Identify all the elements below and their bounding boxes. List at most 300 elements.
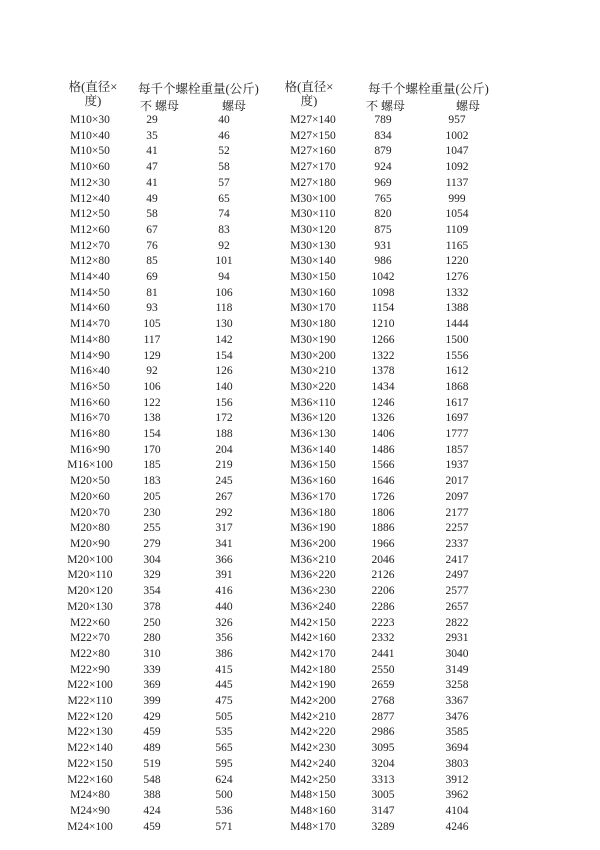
spec-cell: M22×90 xyxy=(70,663,110,676)
table-row xyxy=(278,553,496,569)
weight-with-nut-cell: 74 xyxy=(218,208,230,221)
table-row xyxy=(278,788,496,804)
spec-cell: M36×240 xyxy=(290,600,336,613)
table-row xyxy=(278,537,496,553)
weight-with-nut-cell: 326 xyxy=(215,616,233,629)
weight-no-nut-cell: 548 xyxy=(143,773,161,786)
weight-no-nut-cell: 2441 xyxy=(371,647,395,660)
table-row xyxy=(278,113,496,129)
table-row xyxy=(278,144,496,160)
weight-with-nut-cell: 46 xyxy=(218,129,230,142)
spec-cell: M30×220 xyxy=(290,380,336,393)
spec-cell: M36×140 xyxy=(290,443,336,456)
weight-with-nut-cell: 366 xyxy=(215,553,233,566)
table-row xyxy=(278,647,496,663)
spec-cell: M42×220 xyxy=(290,726,336,739)
spec-cell: M27×170 xyxy=(290,161,336,174)
spec-cell: M36×120 xyxy=(290,412,336,425)
table-row xyxy=(278,710,496,726)
spec-cell: M30×140 xyxy=(290,255,336,268)
weight-with-nut-cell: 1109 xyxy=(445,223,469,236)
weight-no-nut-cell: 58 xyxy=(146,208,158,221)
weight-no-nut-cell: 489 xyxy=(143,742,161,755)
table-row xyxy=(278,129,496,145)
weight-with-nut-cell: 3694 xyxy=(445,742,469,755)
table-row xyxy=(60,537,264,553)
right-spec-header-line1: 格(直径× xyxy=(284,80,334,94)
weight-with-nut-cell: 57 xyxy=(218,176,230,189)
left-weight-header: 每千个螺栓重量(公斤) xyxy=(138,82,259,96)
spec-cell: M20×120 xyxy=(67,585,113,598)
weight-no-nut-cell: 92 xyxy=(146,365,158,378)
weight-with-nut-cell: 1868 xyxy=(445,380,469,393)
spec-cell: M12×50 xyxy=(70,208,110,221)
weight-with-nut-cell: 2337 xyxy=(445,537,469,550)
spec-cell: M14×40 xyxy=(70,271,110,284)
weight-with-nut-cell: 571 xyxy=(215,820,233,833)
spec-cell: M42×170 xyxy=(290,647,336,660)
table-row xyxy=(278,333,496,349)
weight-with-nut-cell: 92 xyxy=(218,239,230,252)
weight-no-nut-cell: 969 xyxy=(374,176,392,189)
spec-cell: M42×240 xyxy=(290,757,336,770)
table-row xyxy=(60,773,264,789)
table-row xyxy=(60,113,264,129)
table-row xyxy=(60,741,264,757)
weight-with-nut-cell: 957 xyxy=(448,114,466,126)
spec-cell: M24×100 xyxy=(67,820,113,833)
spec-cell: M16×60 xyxy=(70,396,110,409)
weight-no-nut-cell: 1322 xyxy=(371,349,395,362)
table-row xyxy=(60,678,264,694)
spec-cell: M30×150 xyxy=(290,271,336,284)
weight-no-nut-cell: 834 xyxy=(374,129,392,142)
spec-cell: M16×100 xyxy=(67,459,113,472)
spec-cell: M20×70 xyxy=(70,506,110,519)
right-weight-header: 每千个螺栓重量(公斤) xyxy=(368,82,489,96)
weight-with-nut-cell: 1002 xyxy=(445,129,469,142)
spec-cell: M14×80 xyxy=(70,333,110,346)
weight-no-nut-cell: 1406 xyxy=(371,428,395,441)
table-row xyxy=(278,474,496,490)
weight-with-nut-cell: 267 xyxy=(215,490,233,503)
weight-no-nut-cell: 1210 xyxy=(371,318,395,331)
table-row xyxy=(278,725,496,741)
weight-no-nut-cell: 205 xyxy=(143,490,161,503)
weight-no-nut-cell: 3313 xyxy=(371,773,395,786)
spec-cell: M36×190 xyxy=(290,522,336,535)
weight-with-nut-cell: 1617 xyxy=(445,396,469,409)
weight-with-nut-cell: 341 xyxy=(215,537,233,550)
left-spec-header-line1: 格(直径× xyxy=(68,80,118,94)
weight-no-nut-cell: 69 xyxy=(146,271,158,284)
weight-with-nut-cell: 2822 xyxy=(445,616,469,629)
table-row xyxy=(60,820,264,836)
weight-with-nut-cell: 3962 xyxy=(445,789,469,802)
table-row xyxy=(60,192,264,208)
spec-cell: M10×40 xyxy=(70,129,110,142)
weight-with-nut-cell: 3912 xyxy=(445,773,469,786)
weight-no-nut-cell: 1806 xyxy=(371,506,395,519)
spec-cell: M12×60 xyxy=(70,223,110,236)
weight-with-nut-cell: 1777 xyxy=(445,428,469,441)
weight-no-nut-cell: 93 xyxy=(146,302,158,315)
table-row xyxy=(278,254,496,270)
table-row xyxy=(60,411,264,427)
table-row xyxy=(60,725,264,741)
weight-with-nut-cell: 595 xyxy=(215,757,233,770)
weight-no-nut-cell: 1726 xyxy=(371,490,395,503)
weight-no-nut-cell: 185 xyxy=(143,459,161,472)
spec-cell: M42×250 xyxy=(290,773,336,786)
table-row xyxy=(278,223,496,239)
weight-with-nut-cell: 2497 xyxy=(445,569,469,582)
weight-with-nut-cell: 2257 xyxy=(445,522,469,535)
table-row xyxy=(60,396,264,412)
weight-no-nut-cell: 41 xyxy=(146,176,158,189)
weight-no-nut-cell: 2659 xyxy=(371,679,395,692)
table-row xyxy=(278,773,496,789)
weight-no-nut-cell: 154 xyxy=(143,428,161,441)
weight-with-nut-cell: 1444 xyxy=(445,318,469,331)
spec-cell: M42×230 xyxy=(290,742,336,755)
spec-cell: M30×100 xyxy=(290,192,336,205)
left-col-nut-header: 螺母 xyxy=(222,99,247,113)
spec-cell: M36×210 xyxy=(290,553,336,566)
weight-no-nut-cell: 424 xyxy=(143,804,161,817)
table-row xyxy=(60,788,264,804)
weight-no-nut-cell: 279 xyxy=(143,537,161,550)
weight-with-nut-cell: 2017 xyxy=(445,475,469,488)
weight-no-nut-cell: 117 xyxy=(143,333,161,346)
table-row xyxy=(60,694,264,710)
weight-no-nut-cell: 369 xyxy=(143,679,161,692)
weight-no-nut-cell: 2223 xyxy=(371,616,395,629)
weight-with-nut-cell: 3585 xyxy=(445,726,469,739)
table-row xyxy=(278,600,496,616)
weight-with-nut-cell: 1500 xyxy=(445,333,469,346)
weight-with-nut-cell: 126 xyxy=(215,365,233,378)
table-row xyxy=(278,301,496,317)
spec-cell: M14×60 xyxy=(70,302,110,315)
weight-with-nut-cell: 94 xyxy=(218,271,230,284)
weight-with-nut-cell: 1054 xyxy=(445,208,469,221)
weight-with-nut-cell: 1697 xyxy=(445,412,469,425)
spec-cell: M20×100 xyxy=(67,553,113,566)
weight-with-nut-cell: 118 xyxy=(215,302,233,315)
weight-with-nut-cell: 188 xyxy=(215,428,233,441)
spec-cell: M30×120 xyxy=(290,223,336,236)
weight-with-nut-cell: 154 xyxy=(215,349,233,362)
weight-no-nut-cell: 106 xyxy=(143,380,161,393)
table-row xyxy=(60,270,264,286)
table-row xyxy=(278,349,496,365)
weight-no-nut-cell: 2332 xyxy=(371,632,395,645)
weight-with-nut-cell: 40 xyxy=(218,114,230,126)
table-row xyxy=(60,710,264,726)
spec-cell: M36×110 xyxy=(290,396,336,409)
spec-cell: M36×230 xyxy=(290,585,336,598)
weight-with-nut-cell: 416 xyxy=(215,585,233,598)
spec-cell: M20×90 xyxy=(70,537,110,550)
weight-with-nut-cell: 1332 xyxy=(445,286,469,299)
table-row xyxy=(60,584,264,600)
spec-cell: M42×150 xyxy=(290,616,336,629)
table-row xyxy=(60,254,264,270)
table-row xyxy=(60,443,264,459)
table-row xyxy=(278,506,496,522)
weight-no-nut-cell: 519 xyxy=(143,757,161,770)
spec-cell: M48×170 xyxy=(290,820,336,833)
weight-no-nut-cell: 459 xyxy=(143,820,161,833)
weight-with-nut-cell: 130 xyxy=(215,318,233,331)
spec-cell: M20×130 xyxy=(67,600,113,613)
weight-with-nut-cell: 1220 xyxy=(445,255,469,268)
table-row xyxy=(60,301,264,317)
spec-cell: M48×150 xyxy=(290,789,336,802)
weight-no-nut-cell: 2768 xyxy=(371,695,395,708)
weight-with-nut-cell: 1937 xyxy=(445,459,469,472)
weight-with-nut-cell: 500 xyxy=(215,789,233,802)
table-row xyxy=(278,443,496,459)
weight-with-nut-cell: 204 xyxy=(215,443,233,456)
weight-no-nut-cell: 304 xyxy=(143,553,161,566)
weight-with-nut-cell: 475 xyxy=(215,695,233,708)
weight-with-nut-cell: 4104 xyxy=(445,804,469,817)
weight-with-nut-cell: 3476 xyxy=(445,710,469,723)
spec-cell: M22×100 xyxy=(67,679,113,692)
spec-cell: M36×220 xyxy=(290,569,336,582)
spec-cell: M22×120 xyxy=(67,710,113,723)
weight-no-nut-cell: 310 xyxy=(143,647,161,660)
table-row xyxy=(60,317,264,333)
weight-with-nut-cell: 1047 xyxy=(445,145,469,158)
weight-with-nut-cell: 2577 xyxy=(445,585,469,598)
spec-cell: M48×160 xyxy=(290,804,336,817)
weight-with-nut-cell: 1388 xyxy=(445,302,469,315)
weight-no-nut-cell: 1378 xyxy=(371,365,395,378)
spec-cell: M22×160 xyxy=(67,773,113,786)
weight-with-nut-cell: 536 xyxy=(215,804,233,817)
table-row xyxy=(60,176,264,192)
table-row xyxy=(278,631,496,647)
weight-no-nut-cell: 388 xyxy=(143,789,161,802)
spec-cell: M42×210 xyxy=(290,710,336,723)
spec-cell: M12×80 xyxy=(70,255,110,268)
spec-cell: M22×140 xyxy=(67,742,113,755)
weight-no-nut-cell: 399 xyxy=(143,695,161,708)
weight-with-nut-cell: 140 xyxy=(215,380,233,393)
table-row xyxy=(60,349,264,365)
table-row xyxy=(60,144,264,160)
spec-cell: M22×80 xyxy=(70,647,110,660)
right-col-nut-header: 螺母 xyxy=(456,99,481,113)
weight-no-nut-cell: 3005 xyxy=(371,789,395,802)
table-row xyxy=(60,286,264,302)
weight-with-nut-cell: 445 xyxy=(215,679,233,692)
weight-no-nut-cell: 3204 xyxy=(371,757,395,770)
weight-no-nut-cell: 3289 xyxy=(371,820,395,833)
spec-cell: M30×160 xyxy=(290,286,336,299)
weight-with-nut-cell: 1556 xyxy=(445,349,469,362)
weight-no-nut-cell: 170 xyxy=(143,443,161,456)
table-row xyxy=(60,600,264,616)
weight-with-nut-cell: 624 xyxy=(215,773,233,786)
spec-cell: M16×80 xyxy=(70,428,110,441)
right-spec-header-line2: 度) xyxy=(300,94,318,108)
weight-with-nut-cell: 142 xyxy=(215,333,233,346)
weight-with-nut-cell: 505 xyxy=(215,710,233,723)
weight-no-nut-cell: 820 xyxy=(374,208,392,221)
table-row xyxy=(278,490,496,506)
spec-cell: M42×200 xyxy=(290,695,336,708)
right-weight-table xyxy=(278,113,496,835)
weight-with-nut-cell: 3040 xyxy=(445,647,469,660)
weight-no-nut-cell: 765 xyxy=(374,192,392,205)
weight-no-nut-cell: 986 xyxy=(374,255,392,268)
weight-no-nut-cell: 47 xyxy=(146,161,158,174)
table-row xyxy=(60,427,264,443)
weight-no-nut-cell: 230 xyxy=(143,506,161,519)
spec-cell: M14×50 xyxy=(70,286,110,299)
table-row xyxy=(278,364,496,380)
weight-with-nut-cell: 156 xyxy=(215,396,233,409)
weight-with-nut-cell: 3258 xyxy=(445,679,469,692)
table-row xyxy=(60,553,264,569)
spec-cell: M36×150 xyxy=(290,459,336,472)
table-row xyxy=(278,694,496,710)
weight-no-nut-cell: 1566 xyxy=(371,459,395,472)
weight-no-nut-cell: 255 xyxy=(143,522,161,535)
weight-no-nut-cell: 81 xyxy=(146,286,158,299)
weight-no-nut-cell: 3147 xyxy=(371,804,395,817)
weight-with-nut-cell: 2931 xyxy=(445,632,469,645)
weight-no-nut-cell: 105 xyxy=(143,318,161,331)
weight-with-nut-cell: 535 xyxy=(215,726,233,739)
weight-with-nut-cell: 2657 xyxy=(445,600,469,613)
spec-cell: M22×60 xyxy=(70,616,110,629)
table-row xyxy=(60,490,264,506)
weight-with-nut-cell: 292 xyxy=(215,506,233,519)
table-row xyxy=(278,804,496,820)
table-row xyxy=(60,333,264,349)
weight-no-nut-cell: 183 xyxy=(143,475,161,488)
table-row xyxy=(60,568,264,584)
weight-no-nut-cell: 1646 xyxy=(371,475,395,488)
weight-no-nut-cell: 250 xyxy=(143,616,161,629)
table-row xyxy=(278,427,496,443)
spec-cell: M27×150 xyxy=(290,129,336,142)
weight-no-nut-cell: 3095 xyxy=(371,742,395,755)
weight-with-nut-cell: 106 xyxy=(215,286,233,299)
weight-with-nut-cell: 3367 xyxy=(445,695,469,708)
table-row xyxy=(278,270,496,286)
weight-with-nut-cell: 1857 xyxy=(445,443,469,456)
table-row xyxy=(60,380,264,396)
weight-with-nut-cell: 3149 xyxy=(445,663,469,676)
weight-with-nut-cell: 1165 xyxy=(445,239,469,252)
weight-with-nut-cell: 245 xyxy=(215,475,233,488)
weight-no-nut-cell: 879 xyxy=(374,145,392,158)
weight-with-nut-cell: 52 xyxy=(218,145,230,158)
weight-no-nut-cell: 459 xyxy=(143,726,161,739)
table-row xyxy=(278,317,496,333)
spec-cell: M36×200 xyxy=(290,537,336,550)
spec-cell: M36×160 xyxy=(290,475,336,488)
table-row xyxy=(60,160,264,176)
weight-no-nut-cell: 924 xyxy=(374,161,392,174)
spec-cell: M22×130 xyxy=(67,726,113,739)
weight-no-nut-cell: 2126 xyxy=(371,569,395,582)
weight-no-nut-cell: 129 xyxy=(143,349,161,362)
weight-no-nut-cell: 1098 xyxy=(371,286,395,299)
weight-with-nut-cell: 83 xyxy=(218,223,230,236)
weight-no-nut-cell: 329 xyxy=(143,569,161,582)
weight-no-nut-cell: 354 xyxy=(143,585,161,598)
spec-cell: M16×90 xyxy=(70,443,110,456)
weight-no-nut-cell: 138 xyxy=(143,412,161,425)
table-row xyxy=(278,584,496,600)
weight-no-nut-cell: 1886 xyxy=(371,522,395,535)
weight-no-nut-cell: 76 xyxy=(146,239,158,252)
spec-cell: M27×160 xyxy=(290,145,336,158)
weight-no-nut-cell: 35 xyxy=(146,129,158,142)
weight-no-nut-cell: 2286 xyxy=(371,600,395,613)
table-row xyxy=(60,239,264,255)
table-row xyxy=(60,506,264,522)
weight-no-nut-cell: 1154 xyxy=(371,302,395,315)
table-row xyxy=(60,129,264,145)
table-row xyxy=(278,396,496,412)
table-row xyxy=(278,663,496,679)
weight-no-nut-cell: 789 xyxy=(374,114,392,126)
spec-cell: M16×40 xyxy=(70,365,110,378)
left-col-no-nut-header: 不 螺母 xyxy=(140,99,180,113)
spec-cell: M12×40 xyxy=(70,192,110,205)
spec-cell: M14×70 xyxy=(70,318,110,331)
table-row xyxy=(278,176,496,192)
table-row xyxy=(60,804,264,820)
weight-no-nut-cell: 1326 xyxy=(371,412,395,425)
weight-with-nut-cell: 219 xyxy=(215,459,233,472)
weight-no-nut-cell: 1434 xyxy=(371,380,395,393)
weight-with-nut-cell: 999 xyxy=(448,192,466,205)
table-row xyxy=(278,239,496,255)
weight-with-nut-cell: 1137 xyxy=(445,176,469,189)
weight-no-nut-cell: 931 xyxy=(374,239,392,252)
spec-cell: M12×70 xyxy=(70,239,110,252)
table-row xyxy=(278,616,496,632)
table-row xyxy=(278,820,496,836)
weight-with-nut-cell: 2177 xyxy=(445,506,469,519)
weight-with-nut-cell: 391 xyxy=(215,569,233,582)
weight-no-nut-cell: 378 xyxy=(143,600,161,613)
spec-cell: M16×50 xyxy=(70,380,110,393)
weight-no-nut-cell: 1266 xyxy=(371,333,395,346)
right-table-body xyxy=(278,113,496,835)
spec-cell: M10×30 xyxy=(70,114,110,126)
table-row xyxy=(60,616,264,632)
weight-no-nut-cell: 2986 xyxy=(371,726,395,739)
table-row xyxy=(60,757,264,773)
spec-cell: M20×60 xyxy=(70,490,110,503)
weight-with-nut-cell: 440 xyxy=(215,600,233,613)
spec-cell: M30×180 xyxy=(290,318,336,331)
weight-no-nut-cell: 49 xyxy=(146,192,158,205)
table-row xyxy=(278,568,496,584)
weight-with-nut-cell: 58 xyxy=(218,161,230,174)
spec-cell: M27×140 xyxy=(290,114,336,126)
